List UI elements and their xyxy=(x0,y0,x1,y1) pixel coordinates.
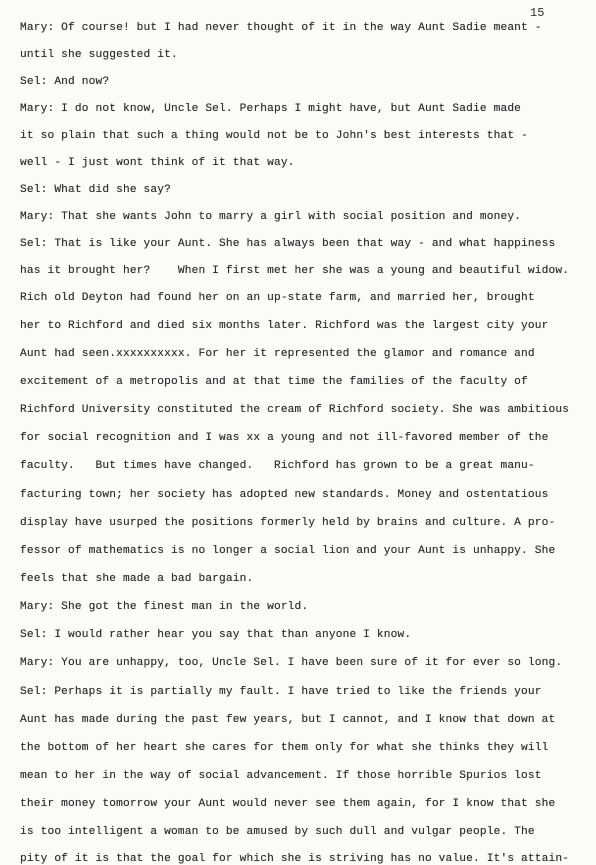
text-line: Sel: What did she say? xyxy=(20,184,171,196)
text-line: has it brought her? When I first met her she was a young and beautiful widow. xyxy=(20,265,570,277)
text-line: mean to her in the way of social advancement. If those horrible Spurios lost xyxy=(20,770,542,782)
text-line: the bottom of her heart she cares for them only for what she thinks they will xyxy=(20,742,549,754)
text-line: it so plain that such a thing would not be to John's best interests that - xyxy=(20,130,528,142)
text-line: for social recognition and I was xx a young and not ill-favored member of the xyxy=(20,432,549,444)
text-line: is too intelligent a woman to be amused by such dull and vulgar people. The xyxy=(20,826,535,838)
text-line: Sel: I would rather hear you say that than anyone I know. xyxy=(20,629,412,641)
text-line: pity of it is that the goal for which she is striving has no value. It's attain- xyxy=(20,853,570,865)
text-line: until she suggested it. xyxy=(20,49,178,61)
text-line: Mary: She got the finest man in the world. xyxy=(20,601,309,613)
text-line: Mary: You are unhappy, too, Uncle Sel. I have been sure of it for ever so long. xyxy=(20,657,563,669)
text-line: Sel: And now? xyxy=(20,76,110,88)
text-line: Mary: Of course! but I had never thought of it in the way Aunt Sadie meant - xyxy=(20,22,542,34)
text-line: faculty. But times have changed. Richford has grown to be a great manu- xyxy=(20,460,535,472)
page-number: 15 xyxy=(530,6,545,20)
text-line: fessor of mathematics is no longer a social lion and your Aunt is unhappy. She xyxy=(20,545,556,557)
text-line: Mary: I do not know, Uncle Sel. Perhaps I might have, but Aunt Sadie made xyxy=(20,103,522,115)
text-line: well - I just wont think of it that way. xyxy=(20,157,295,169)
text-line: Sel: Perhaps it is partially my fault. I have tried to like the friends your xyxy=(20,686,542,698)
text-line: Aunt has made during the past few years, but I cannot, and I know that down at xyxy=(20,714,556,726)
text-line: Richford University constituted the cream of Richford society. She was ambitious xyxy=(20,404,570,416)
text-line: their money tomorrow your Aunt would never see them again, for I know that she xyxy=(20,798,556,810)
text-line: facturing town; her society has adopted new standards. Money and ostentatious xyxy=(20,489,549,501)
text-line: feels that she made a bad bargain. xyxy=(20,573,254,585)
text-line: Aunt had seen.xxxxxxxxxx. For her it represented the glamor and romance and xyxy=(20,348,535,360)
text-line: Rich old Deyton had found her on an up-state farm, and married her, brought xyxy=(20,292,535,304)
text-line: display have usurped the positions formerly held by brains and culture. A pro- xyxy=(20,517,556,529)
text-line: Mary: That she wants John to marry a girl with social position and money. xyxy=(20,211,522,223)
text-line: Sel: That is like your Aunt. She has always been that way - and what happiness xyxy=(20,238,556,250)
text-line: her to Richford and died six months later. Richford was the largest city your xyxy=(20,320,549,332)
text-line: excitement of a metropolis and at that time the families of the faculty of xyxy=(20,376,528,388)
